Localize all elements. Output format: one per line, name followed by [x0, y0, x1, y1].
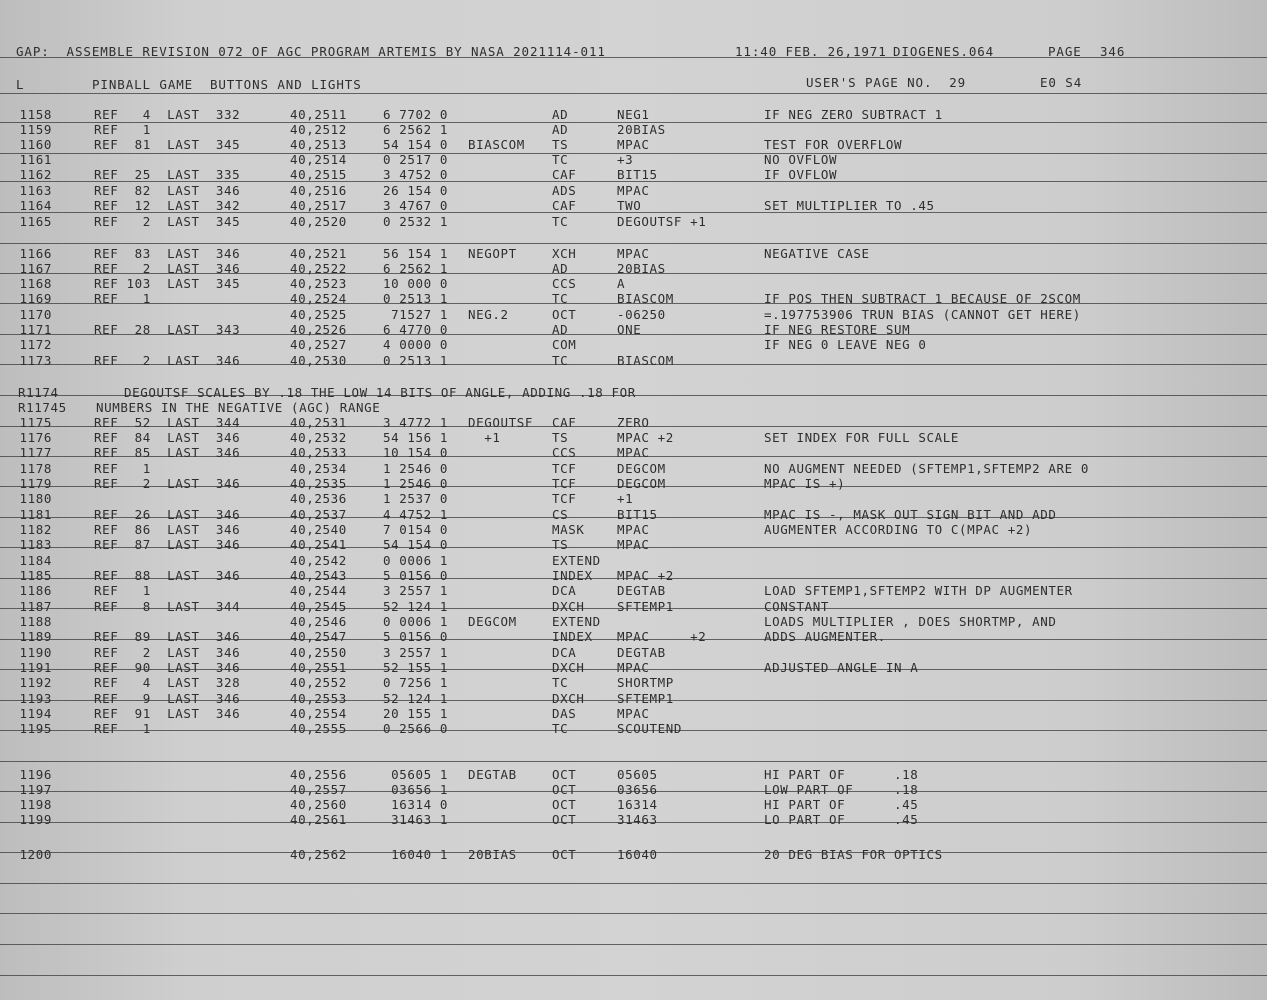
line-number: 1178: [19, 461, 52, 476]
opcode: TC: [552, 721, 569, 736]
line-number: 1180: [19, 491, 52, 506]
label: DEGTAB: [468, 767, 517, 782]
address: 40,2524: [290, 291, 347, 306]
line-number: 1184: [19, 553, 52, 568]
ref-column: REF 1: [94, 291, 151, 306]
ruled-line: [0, 975, 1267, 976]
address: 40,2562: [290, 847, 347, 862]
comment: LOADS MULTIPLIER , DOES SHORTMP, AND: [764, 614, 1057, 629]
opcode: TC: [552, 353, 569, 368]
address: 40,2516: [290, 183, 347, 198]
opcode: COM: [552, 337, 577, 352]
line-number: 1159: [19, 122, 52, 137]
opcode: TC: [552, 214, 569, 229]
operand: 20BIAS: [617, 261, 666, 276]
comment: HI PART OF .18: [764, 767, 919, 782]
line-number: 1171: [19, 322, 52, 337]
line-number: 1160: [19, 137, 52, 152]
ref-column: REF 1: [94, 721, 151, 736]
ref-column: REF 84 LAST 346: [94, 430, 241, 445]
line-number: 1186: [19, 583, 52, 598]
line-number: 1198: [19, 797, 52, 812]
operand: NEG1: [617, 107, 650, 122]
ruled-line: [0, 243, 1267, 244]
address: 40,2546: [290, 614, 347, 629]
ref-column: REF 86 LAST 346: [94, 522, 241, 537]
remark-line-number: R11745: [18, 400, 67, 415]
opcode: CAF: [552, 198, 577, 213]
address: 40,2561: [290, 812, 347, 827]
address: 40,2517: [290, 198, 347, 213]
machine-word: 0 2532 1: [382, 214, 448, 229]
comment: LO PART OF .45: [764, 812, 919, 827]
operand: 20BIAS: [617, 122, 666, 137]
operand: DEGOUTSF +1: [617, 214, 707, 229]
opcode: TCF: [552, 476, 577, 491]
comment: TEST FOR OVERFLOW: [764, 137, 903, 152]
remark-text: NUMBERS IN THE NEGATIVE (AGC) RANGE: [96, 400, 381, 415]
address: 40,2540: [290, 522, 347, 537]
ref-column: REF 26 LAST 346: [94, 507, 241, 522]
line-number: 1197: [19, 782, 52, 797]
ref-column: REF 1: [94, 122, 151, 137]
opcode: CCS: [552, 445, 577, 460]
ref-column: REF 4 LAST 332: [94, 107, 241, 122]
address: 40,2556: [290, 767, 347, 782]
line-number: 1188: [19, 614, 52, 629]
comment: IF OVFLOW: [764, 167, 838, 182]
line-number: 1179: [19, 476, 52, 491]
label: DEGOUTSF: [468, 415, 534, 430]
address: 40,2527: [290, 337, 347, 352]
comment: ADJUSTED ANGLE IN A: [764, 660, 919, 675]
address: 40,2512: [290, 122, 347, 137]
ref-column: REF 87 LAST 346: [94, 537, 241, 552]
label: +1: [468, 430, 501, 445]
machine-word: 52 155 1: [382, 660, 448, 675]
comment: =.197753906 TRUN BIAS (CANNOT GET HERE): [764, 307, 1081, 322]
machine-word: 6 4770 0: [382, 322, 448, 337]
operand: BIT15: [617, 507, 658, 522]
operand: SFTEMP1: [617, 691, 674, 706]
address: 40,2533: [290, 445, 347, 460]
ref-column: REF 81 LAST 345: [94, 137, 241, 152]
machine-word: 05605 1: [391, 767, 448, 782]
ruled-line: [0, 944, 1267, 945]
machine-word: 3 2557 1: [382, 645, 448, 660]
line-number: 1196: [19, 767, 52, 782]
line-number: 1185: [19, 568, 52, 583]
ref-column: REF 2 LAST 346: [94, 353, 241, 368]
comment: HI PART OF .45: [764, 797, 919, 812]
label: BIASCOM: [468, 137, 525, 152]
line-number: 1162: [19, 167, 52, 182]
line-number: 1161: [19, 152, 52, 167]
operand: +1: [617, 491, 634, 506]
ruled-line: [0, 93, 1267, 94]
machine-word: 54 154 0: [382, 137, 448, 152]
remark-line-number: R1174: [18, 385, 59, 400]
comment: LOW PART OF .18: [764, 782, 919, 797]
opcode: TS: [552, 430, 569, 445]
machine-word: 0 2566 0: [382, 721, 448, 736]
comment: MPAC IS +): [764, 476, 846, 491]
listing-ident: DIOGENES.064: [893, 44, 995, 59]
ruled-line: [0, 883, 1267, 884]
ref-column: REF 91 LAST 346: [94, 706, 241, 721]
address: 40,2526: [290, 322, 347, 337]
ref-column: REF 88 LAST 346: [94, 568, 241, 583]
machine-word: 0 7256 1: [382, 675, 448, 690]
address: 40,2551: [290, 660, 347, 675]
opcode: CCS: [552, 276, 577, 291]
address: 40,2542: [290, 553, 347, 568]
opcode: XCH: [552, 246, 577, 261]
machine-word: 10 154 0: [382, 445, 448, 460]
ref-column: REF 89 LAST 346: [94, 629, 241, 644]
line-number: 1183: [19, 537, 52, 552]
operand: 03656: [617, 782, 658, 797]
operand: MPAC +2: [617, 430, 674, 445]
line-number: 1175: [19, 415, 52, 430]
ref-column: REF 90 LAST 346: [94, 660, 241, 675]
machine-word: 03656 1: [391, 782, 448, 797]
machine-word: 7 0154 0: [382, 522, 448, 537]
opcode: DXCH: [552, 691, 585, 706]
ref-column: REF 8 LAST 344: [94, 599, 241, 614]
ruled-line: [0, 761, 1267, 762]
operand: 31463: [617, 812, 658, 827]
machine-word: 56 154 1: [382, 246, 448, 261]
ruled-line: [0, 913, 1267, 914]
line-number: 1173: [19, 353, 52, 368]
opcode: CAF: [552, 415, 577, 430]
operand: MPAC: [617, 706, 650, 721]
operand: MPAC +2: [617, 629, 707, 644]
opcode: AD: [552, 107, 569, 122]
machine-word: 3 4752 0: [382, 167, 448, 182]
opcode: INDEX: [552, 568, 593, 583]
address: 40,2522: [290, 261, 347, 276]
operand: DEGCOM: [617, 476, 666, 491]
comment: LOAD SFTEMP1,SFTEMP2 WITH DP AUGMENTER: [764, 583, 1073, 598]
operand: BIASCOM: [617, 353, 674, 368]
machine-word: 1 2546 0: [382, 476, 448, 491]
machine-word: 20 155 1: [382, 706, 448, 721]
comment: SET INDEX FOR FULL SCALE: [764, 430, 960, 445]
ref-column: REF 2 LAST 346: [94, 261, 241, 276]
machine-word: 6 2562 1: [382, 122, 448, 137]
line-number: 1190: [19, 645, 52, 660]
line-number: 1168: [19, 276, 52, 291]
operand: SFTEMP1: [617, 599, 674, 614]
address: 40,2536: [290, 491, 347, 506]
opcode: TCF: [552, 461, 577, 476]
line-number: 1169: [19, 291, 52, 306]
line-number: 1182: [19, 522, 52, 537]
comment: ADDS AUGMENTER.: [764, 629, 886, 644]
comment: IF NEG RESTORE SUM: [764, 322, 911, 337]
machine-word: 54 154 0: [382, 537, 448, 552]
address: 40,2541: [290, 537, 347, 552]
line-number: 1158: [19, 107, 52, 122]
opcode: OCT: [552, 307, 577, 322]
machine-word: 0 0006 1: [382, 553, 448, 568]
machine-word: 0 2513 1: [382, 291, 448, 306]
label: NEGOPT: [468, 246, 517, 261]
ref-column: REF 12 LAST 342: [94, 198, 241, 213]
machine-word: 16040 1: [391, 847, 448, 862]
ref-column: REF 82 LAST 346: [94, 183, 241, 198]
assembly-timestamp: 11:40 FEB. 26,1971: [735, 44, 887, 59]
label: DEGCOM: [468, 614, 517, 629]
address: 40,2537: [290, 507, 347, 522]
machine-word: 4 0000 0: [382, 337, 448, 352]
comment: IF POS THEN SUBTRACT 1 BECAUSE OF 2SCOM: [764, 291, 1081, 306]
address: 40,2557: [290, 782, 347, 797]
line-number: 1177: [19, 445, 52, 460]
opcode: DCA: [552, 645, 577, 660]
line-number: 1194: [19, 706, 52, 721]
comment: IF NEG ZERO SUBTRACT 1: [764, 107, 943, 122]
address: 40,2550: [290, 645, 347, 660]
operand: MPAC: [617, 522, 650, 537]
address: 40,2531: [290, 415, 347, 430]
address: 40,2532: [290, 430, 347, 445]
address: 40,2553: [290, 691, 347, 706]
opcode: EXTEND: [552, 553, 601, 568]
opcode: ADS: [552, 183, 577, 198]
page-label: PAGE: [1048, 44, 1082, 59]
operand: MPAC: [617, 246, 650, 261]
opcode: OCT: [552, 782, 577, 797]
address: 40,2511: [290, 107, 347, 122]
address: 40,2544: [290, 583, 347, 598]
line-number: 1166: [19, 246, 52, 261]
opcode: TC: [552, 675, 569, 690]
machine-word: 52 124 1: [382, 599, 448, 614]
operand: 05605: [617, 767, 658, 782]
opcode: DXCH: [552, 660, 585, 675]
address: 40,2523: [290, 276, 347, 291]
operand: MPAC: [617, 137, 650, 152]
comment: IF NEG 0 LEAVE NEG 0: [764, 337, 927, 352]
line-number: 1192: [19, 675, 52, 690]
machine-word: 1 2537 0: [382, 491, 448, 506]
opcode: CS: [552, 507, 569, 522]
eo-code: E0 S4: [1040, 75, 1083, 90]
comment: NEGATIVE CASE: [764, 246, 870, 261]
operand: ONE: [617, 322, 642, 337]
machine-word: 71527 1: [391, 307, 448, 322]
operand: DEGTAB: [617, 583, 666, 598]
operand: MPAC: [617, 660, 650, 675]
machine-word: 26 154 0: [382, 183, 448, 198]
address: 40,2535: [290, 476, 347, 491]
operand: BIASCOM: [617, 291, 674, 306]
ref-column: REF 103 LAST 345: [94, 276, 241, 291]
address: 40,2515: [290, 167, 347, 182]
comment: 20 DEG BIAS FOR OPTICS: [764, 847, 943, 862]
line-number: 1187: [19, 599, 52, 614]
line-number: 1165: [19, 214, 52, 229]
opcode: INDEX: [552, 629, 593, 644]
operand: SCOUTEND: [617, 721, 683, 736]
address: 40,2552: [290, 675, 347, 690]
line-number: 1172: [19, 337, 52, 352]
comment: CONSTANT: [764, 599, 830, 614]
opcode: DXCH: [552, 599, 585, 614]
line-number: 1191: [19, 660, 52, 675]
operand: MPAC: [617, 183, 650, 198]
operand: MPAC: [617, 537, 650, 552]
label: 20BIAS: [468, 847, 517, 862]
opcode: CAF: [552, 167, 577, 182]
opcode: OCT: [552, 767, 577, 782]
line-number: 1170: [19, 307, 52, 322]
line-number: 1164: [19, 198, 52, 213]
machine-word: 0 2513 1: [382, 353, 448, 368]
ref-column: REF 4 LAST 328: [94, 675, 241, 690]
address: 40,2513: [290, 137, 347, 152]
address: 40,2530: [290, 353, 347, 368]
section-letter: L: [16, 77, 25, 92]
machine-word: 3 2557 1: [382, 583, 448, 598]
address: 40,2547: [290, 629, 347, 644]
opcode: TCF: [552, 491, 577, 506]
ref-column: REF 1: [94, 583, 151, 598]
operand: DEGTAB: [617, 645, 666, 660]
address: 40,2521: [290, 246, 347, 261]
opcode: TC: [552, 291, 569, 306]
ref-column: REF 2 LAST 345: [94, 214, 241, 229]
address: 40,2520: [290, 214, 347, 229]
address: 40,2543: [290, 568, 347, 583]
machine-word: 52 124 1: [382, 691, 448, 706]
opcode: OCT: [552, 847, 577, 862]
opcode: TS: [552, 137, 569, 152]
opcode: AD: [552, 122, 569, 137]
comment: MPAC IS -, MASK OUT SIGN BIT AND ADD: [764, 507, 1057, 522]
line-number: 1176: [19, 430, 52, 445]
comment: NO AUGMENT NEEDED (SFTEMP1,SFTEMP2 ARE 0: [764, 461, 1090, 476]
ref-column: REF 1: [94, 461, 151, 476]
opcode: MASK: [552, 522, 585, 537]
operand: MPAC +2: [617, 568, 674, 583]
section-title: PINBALL GAME BUTTONS AND LIGHTS: [92, 77, 362, 92]
operand: DEGCOM: [617, 461, 666, 476]
operand: BIT15: [617, 167, 658, 182]
operand: A: [617, 276, 626, 291]
line-number: 1189: [19, 629, 52, 644]
address: 40,2560: [290, 797, 347, 812]
address: 40,2525: [290, 307, 347, 322]
operand: +3: [617, 152, 634, 167]
ref-column: REF 9 LAST 346: [94, 691, 241, 706]
address: 40,2534: [290, 461, 347, 476]
machine-word: 0 0006 1: [382, 614, 448, 629]
ref-column: REF 83 LAST 346: [94, 246, 241, 261]
opcode: OCT: [552, 812, 577, 827]
label: NEG.2: [468, 307, 509, 322]
line-number: 1200: [19, 847, 52, 862]
address: 40,2554: [290, 706, 347, 721]
opcode: EXTEND: [552, 614, 601, 629]
machine-word: 3 4772 1: [382, 415, 448, 430]
machine-word: 0 2517 0: [382, 152, 448, 167]
operand: -06250: [617, 307, 666, 322]
line-number: 1195: [19, 721, 52, 736]
machine-word: 3 4767 0: [382, 198, 448, 213]
users-page-number: USER'S PAGE NO. 29: [806, 75, 967, 90]
operand: ZERO: [617, 415, 650, 430]
comment: SET MULTIPLIER TO .45: [764, 198, 935, 213]
operand: SHORTMP: [617, 675, 674, 690]
machine-word: 54 156 1: [382, 430, 448, 445]
line-number: 1167: [19, 261, 52, 276]
operand: 16314: [617, 797, 658, 812]
line-number: 1193: [19, 691, 52, 706]
machine-word: 1 2546 0: [382, 461, 448, 476]
machine-word: 6 2562 1: [382, 261, 448, 276]
address: 40,2545: [290, 599, 347, 614]
ref-column: REF 25 LAST 335: [94, 167, 241, 182]
line-number: 1199: [19, 812, 52, 827]
operand: TWO: [617, 198, 642, 213]
opcode: DCA: [552, 583, 577, 598]
opcode: DAS: [552, 706, 577, 721]
operand: MPAC: [617, 445, 650, 460]
machine-word: 16314 0: [391, 797, 448, 812]
comment: NO OVFLOW: [764, 152, 838, 167]
machine-word: 6 7702 0: [382, 107, 448, 122]
line-number: 1163: [19, 183, 52, 198]
machine-word: 10 000 0: [382, 276, 448, 291]
remark-text: DEGOUTSF SCALES BY .18 THE LOW 14 BITS OF ANGLE, ADDING .18 FOR: [124, 385, 636, 400]
comment: AUGMENTER ACCORDING TO C(MPAC +2): [764, 522, 1033, 537]
machine-word: 4 4752 1: [382, 507, 448, 522]
assembly-banner: GAP: ASSEMBLE REVISION 072 OF AGC PROGRAM ARTEMIS BY NASA 2021114-011: [16, 44, 606, 59]
ref-column: REF 28 LAST 343: [94, 322, 241, 337]
opcode: AD: [552, 322, 569, 337]
page-number: 346: [1100, 44, 1126, 59]
address: 40,2514: [290, 152, 347, 167]
machine-word: 5 0156 0: [382, 568, 448, 583]
opcode: AD: [552, 261, 569, 276]
opcode: TS: [552, 537, 569, 552]
machine-word: 31463 1: [391, 812, 448, 827]
ref-column: REF 85 LAST 346: [94, 445, 241, 460]
ref-column: REF 2 LAST 346: [94, 476, 241, 491]
address: 40,2555: [290, 721, 347, 736]
ref-column: REF 2 LAST 346: [94, 645, 241, 660]
ruled-line: [0, 153, 1267, 154]
machine-word: 5 0156 0: [382, 629, 448, 644]
ref-column: REF 52 LAST 344: [94, 415, 241, 430]
operand: 16040: [617, 847, 658, 862]
line-number: 1181: [19, 507, 52, 522]
opcode: TC: [552, 152, 569, 167]
opcode: OCT: [552, 797, 577, 812]
